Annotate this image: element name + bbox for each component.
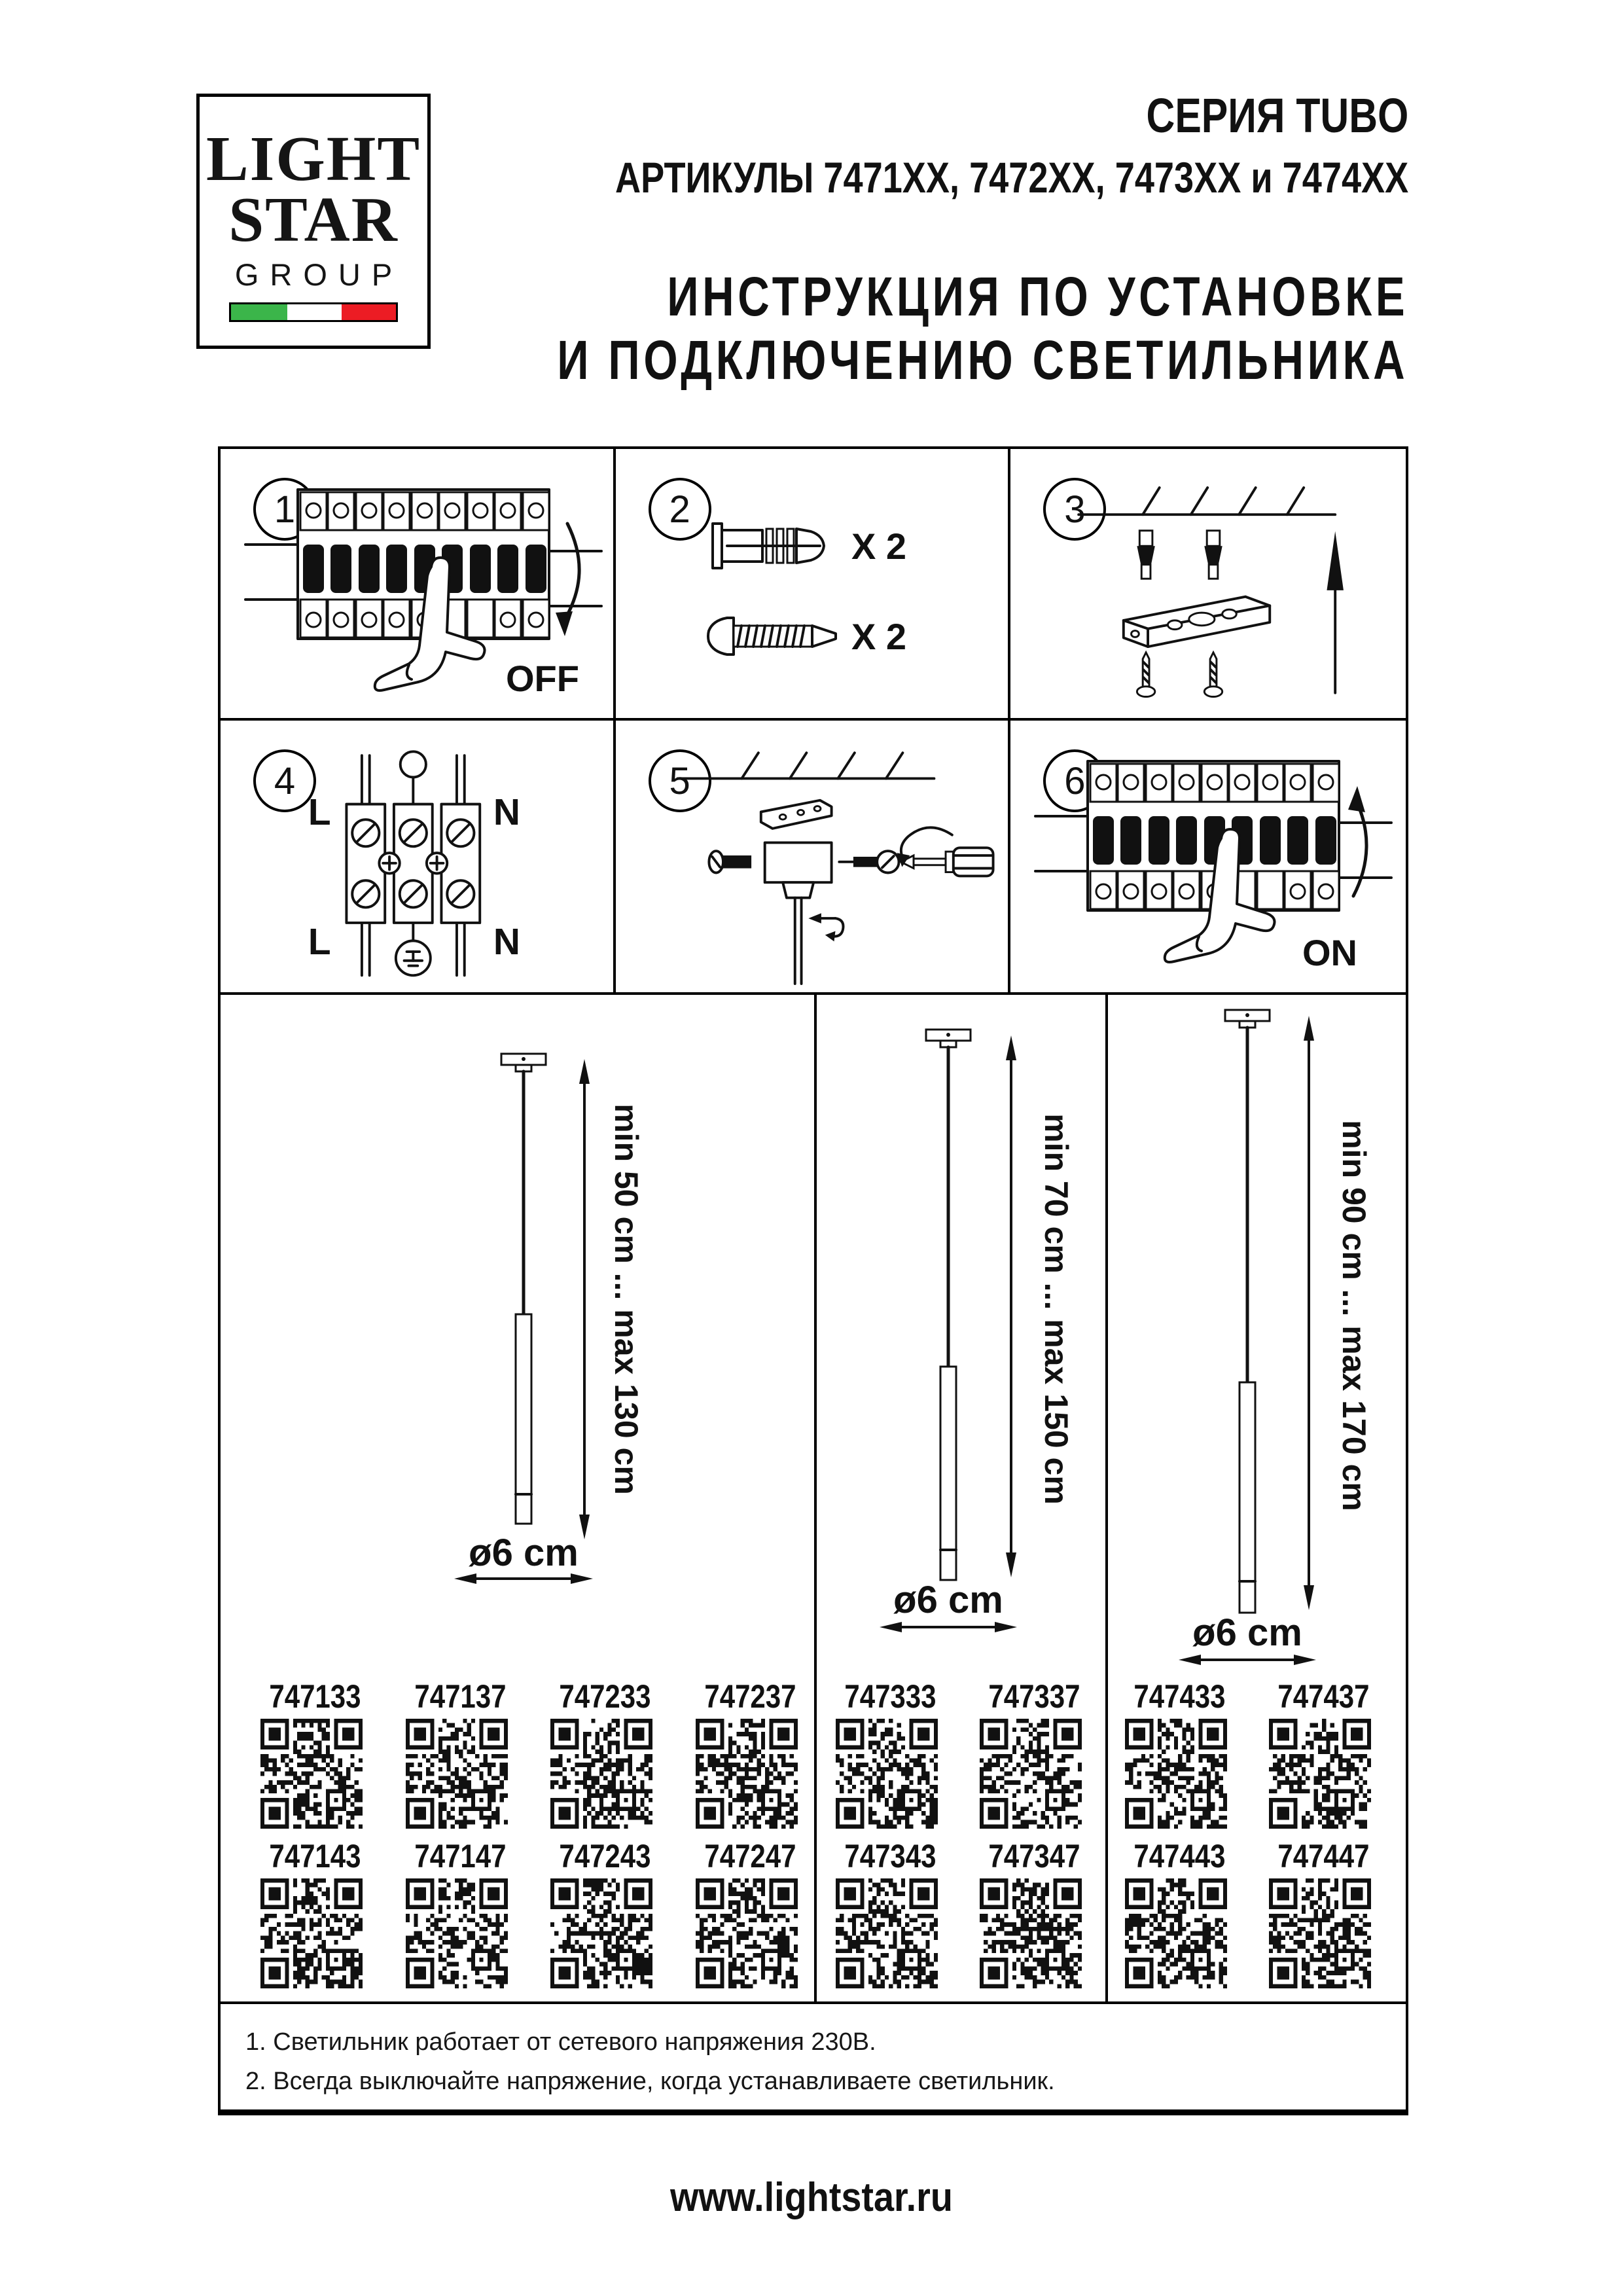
qr-code: [980, 1719, 1082, 1829]
off-label: OFF: [506, 658, 579, 699]
flag-white-band: [287, 304, 342, 320]
rotation-arrow: [901, 827, 952, 859]
logo-word-light: LIGHT: [205, 124, 421, 194]
qr-code: [980, 1878, 1082, 1988]
qr-item: [550, 1679, 652, 1829]
article-code: 747137: [414, 1678, 507, 1715]
step-5-number: 5: [649, 749, 711, 812]
installation-steps-table: [218, 446, 1408, 995]
instruction-title-line2: И ПОДКЛЮЧЕНИЮ СВЕТИЛЬНИКА: [556, 329, 1408, 391]
screwdriver: [901, 848, 993, 876]
article-code: 747447: [1277, 1838, 1370, 1874]
article-code: 747343: [844, 1838, 936, 1874]
label-L-bottom: L: [308, 921, 331, 963]
article-code: 747233: [559, 1678, 651, 1715]
step-4-number: 4: [253, 749, 316, 812]
qr-item: [1269, 1839, 1371, 1988]
step-6-cell: [1010, 721, 1406, 992]
qr-code: [1125, 1719, 1227, 1829]
qr-code: [406, 1878, 508, 1988]
article-code: 747243: [559, 1838, 651, 1874]
terminal-wiring-illustration: [240, 728, 607, 985]
hardware-illustration: [635, 457, 1002, 713]
qr-item: [1125, 1839, 1227, 1988]
diameter-label: ø6 cm: [469, 1532, 579, 1574]
canopy-fixing-illustration: [635, 728, 1002, 985]
earth-symbol: [396, 941, 431, 975]
logo-word-group: GROUP: [234, 257, 404, 293]
article-code: 747133: [269, 1678, 361, 1715]
qr-code: [406, 1719, 508, 1829]
label-L-top: L: [308, 792, 331, 833]
step-2-number: 2: [649, 478, 711, 541]
article-code: 747433: [1133, 1678, 1226, 1715]
qr-item: [696, 1679, 798, 1829]
screw-up-icons: [1137, 653, 1222, 697]
articles-line: АРТИКУЛЫ 7471XX, 7472XX, 7473XX и 7474XX: [615, 153, 1409, 202]
logo-word-star: STAR: [228, 185, 399, 255]
qr-code: [696, 1719, 798, 1829]
pendant-lamp-medium: [838, 1001, 1106, 1643]
qr-code: [260, 1719, 363, 1829]
step-5-cell: [616, 721, 1011, 992]
step-2-cell: [616, 449, 1011, 721]
qr-item: [260, 1839, 363, 1988]
anchor-up-icons: [1137, 531, 1222, 579]
article-code: 747437: [1277, 1678, 1370, 1715]
step-1-cell: [221, 449, 616, 721]
qr-item: [406, 1679, 508, 1829]
step-3-cell: [1010, 449, 1406, 721]
qr-code: [836, 1878, 938, 1988]
bracket-mounting-illustration: [1030, 457, 1397, 713]
step-3-number: 3: [1043, 478, 1106, 541]
qr-code: [550, 1878, 652, 1988]
height-range-label: min 90 cm ... max 170 cm: [1336, 1120, 1372, 1511]
safety-notes-box: [218, 2001, 1408, 2115]
label-N-top: N: [493, 792, 520, 833]
article-code: 747443: [1133, 1838, 1226, 1874]
qr-item: [836, 1839, 938, 1988]
bent-arrow: [808, 913, 843, 941]
instruction-title-line1: ИНСТРУКЦИЯ ПО УСТАНОВКЕ: [666, 266, 1408, 327]
diameter-label: ø6 cm: [1192, 1611, 1302, 1654]
qr-code: [1125, 1878, 1227, 1988]
qr-item: [980, 1839, 1082, 1988]
flag-green-band: [231, 304, 287, 320]
breaker-on-illustration: [1030, 728, 1397, 985]
qr-item: [696, 1839, 798, 1988]
qr-code: [260, 1878, 363, 1988]
screw-icon: [708, 618, 836, 655]
header: [344, 88, 1408, 393]
height-range-label: min 50 cm ... max 130 cm: [608, 1103, 645, 1495]
on-label: ON: [1302, 932, 1358, 973]
section-divider-1: [814, 995, 817, 2001]
bracket-small: [760, 800, 831, 829]
step-1-number: 1: [253, 478, 316, 541]
article-code: 747337: [988, 1678, 1080, 1715]
qr-code: [1269, 1878, 1371, 1988]
label-N-bottom: N: [493, 921, 520, 963]
screw-qty-label: X 2: [851, 616, 906, 657]
note-2: 2. Всегда выключайте напряжение, когда устанавливаете светильник.: [245, 2068, 1055, 2095]
screw-right: [839, 851, 899, 872]
arrow-up: [1353, 800, 1366, 896]
website-footer: [0, 2174, 1623, 2221]
qr-item: [260, 1679, 363, 1829]
wall-anchor-icon: [713, 524, 824, 568]
qr-code: [836, 1719, 938, 1829]
qr-item: [1125, 1679, 1227, 1829]
article-code: 747237: [704, 1678, 796, 1715]
screw-left: [709, 851, 751, 872]
article-code: 747247: [704, 1838, 796, 1874]
series-title: СЕРИЯ TUBO: [1146, 88, 1408, 143]
terminal-blocks: [346, 804, 480, 923]
article-code: 747347: [988, 1838, 1080, 1874]
pendant-lamp-long: [1132, 982, 1407, 1682]
qr-item: [836, 1679, 938, 1829]
qr-item: [1269, 1679, 1371, 1829]
note-1: 1. Светильник работает от сетевого напряжения 230В.: [245, 2028, 876, 2056]
mounting-bracket: [1124, 597, 1270, 647]
qr-code: [550, 1719, 652, 1829]
breaker-off-illustration: [240, 457, 607, 713]
qr-code: [696, 1878, 798, 1988]
height-range-label: min 70 cm ... max 150 cm: [1038, 1113, 1075, 1505]
step-6-number: 6: [1043, 749, 1106, 812]
qr-item: [550, 1839, 652, 1988]
qr-code: [1269, 1719, 1371, 1829]
qr-item: [406, 1839, 508, 1988]
qr-item: [980, 1679, 1082, 1829]
canopy: [764, 842, 831, 984]
website-url: www.lightstar.ru: [670, 2175, 953, 2220]
anchor-qty-label: X 2: [851, 526, 906, 567]
article-code: 747143: [269, 1838, 361, 1874]
article-code: 747333: [844, 1678, 936, 1715]
step-4-cell: [221, 721, 616, 992]
article-code: 747147: [414, 1838, 507, 1874]
pendant-lamp-short: [393, 1021, 668, 1597]
diameter-label: ø6 cm: [893, 1579, 1003, 1621]
